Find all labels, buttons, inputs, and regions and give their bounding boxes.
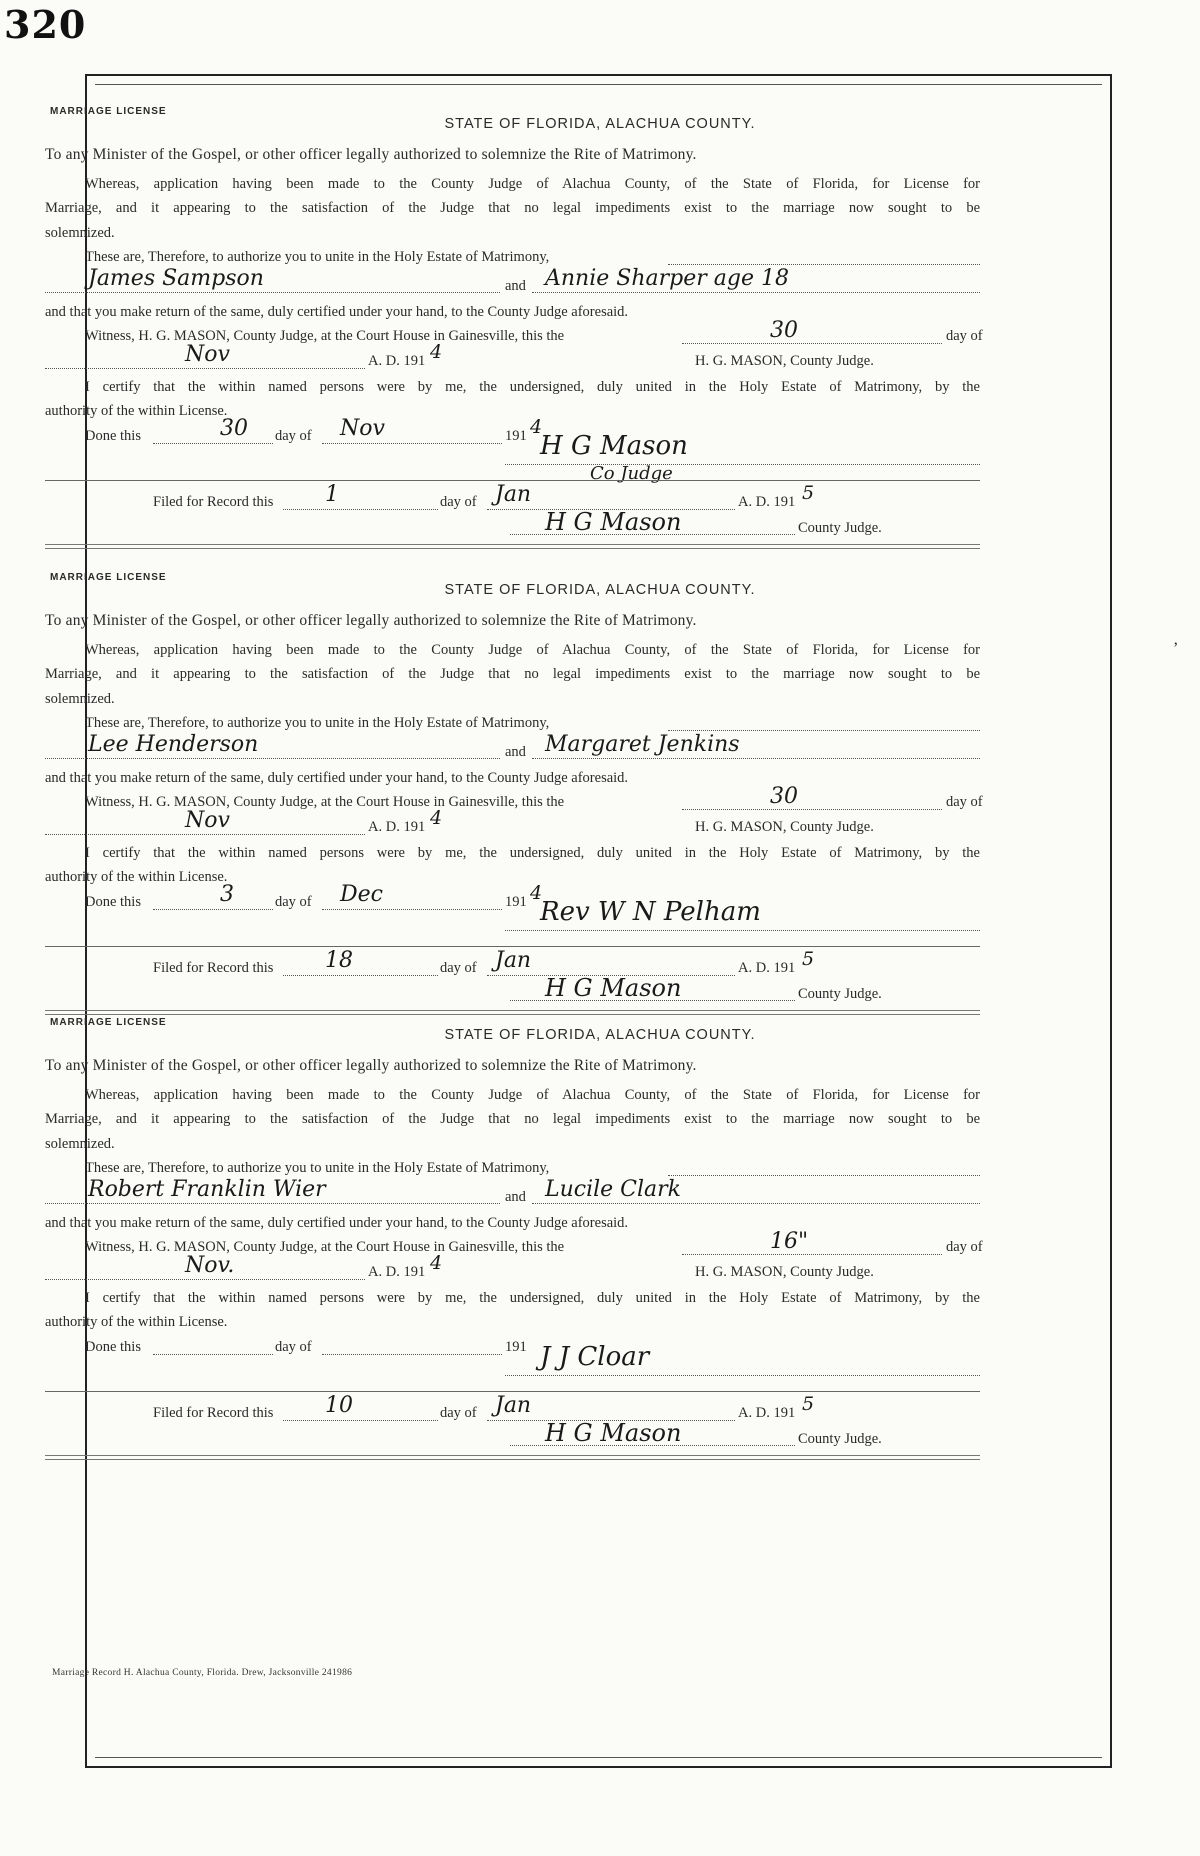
- license-separator: [45, 544, 980, 549]
- authorize-line: These are, Therefore, to authorize you to unite in the Holy Estate of Matrimony,: [85, 715, 550, 731]
- done-month: Nov: [340, 416, 385, 441]
- done-day-line: [153, 909, 273, 910]
- license-separator: [45, 1010, 980, 1015]
- page-number: 320: [4, 2, 87, 47]
- filed-ad-label: A. D. 191: [738, 960, 796, 976]
- done-this-label: Done this: [85, 428, 141, 444]
- filed-day-line: [283, 509, 438, 510]
- day-of-label: day of: [275, 894, 312, 910]
- done-year-prefix: 191: [505, 428, 527, 444]
- witness-month-line: [45, 834, 365, 835]
- witness-line: Witness, H. G. MASON, County Judge, at the Court House in Gainesville, this the: [85, 794, 565, 810]
- certify-line: I certify that the within named persons were by me, the undersigned, duly united in the Holy Estate of Matrimony, by the: [85, 379, 980, 395]
- day-of-label: day of: [440, 1405, 477, 1421]
- judge-signature-print: H. G. MASON, County Judge.: [695, 819, 874, 835]
- groom-name: Lee Henderson: [88, 732, 259, 757]
- return-clause: and that you make return of the same, duly certified under your hand, to the County Judge aforesaid.: [45, 770, 629, 786]
- whereas-line: Whereas, application having been made to the County Judge of Alachua County, of the State of Florida, for License for: [85, 1087, 980, 1103]
- license-label: MARRIAGE LICENSE: [50, 572, 167, 583]
- witness-day-line: [682, 809, 942, 810]
- bride-name: Annie Sharper age 18: [545, 266, 789, 291]
- done-year: 4: [530, 882, 543, 904]
- filed-year: 5: [802, 1393, 815, 1415]
- filed-day-line: [283, 1420, 438, 1421]
- authorize-line: These are, Therefore, to authorize you to unite in the Holy Estate of Matrimony,: [85, 249, 550, 265]
- done-month-line: [322, 1354, 502, 1355]
- county-judge-label: County Judge.: [798, 986, 882, 1002]
- state-heading: STATE OF FLORIDA, ALACHUA COUNTY.: [444, 116, 756, 132]
- license-label: MARRIAGE LICENSE: [50, 106, 167, 117]
- addressee-line: To any Minister of the Gospel, or other officer legally authorized to solemnize the Rite of Matrimony.: [45, 146, 697, 163]
- whereas-line: Marriage, and it appearing to the satisfaction of the Judge that no legal impediments exist to the marriage now sought to be: [45, 666, 980, 682]
- filed-label: Filed for Record this: [153, 1405, 274, 1421]
- officiant-line: [505, 1375, 980, 1376]
- witness-day: 16": [770, 1229, 809, 1254]
- return-clause: and that you make return of the same, duly certified under your hand, to the County Judge aforesaid.: [45, 1215, 629, 1231]
- bride-line: [532, 1203, 980, 1204]
- groom-line: [45, 1203, 500, 1204]
- done-year: 4: [530, 416, 543, 438]
- footer-imprint: Marriage Record H. Alachua County, Florida. Drew, Jacksonville 241986: [52, 1668, 353, 1678]
- witness-month: Nov: [185, 342, 230, 367]
- filed-label: Filed for Record this: [153, 494, 274, 510]
- done-this-label: Done this: [85, 894, 141, 910]
- section-rule: [45, 1391, 980, 1392]
- groom-line: [45, 758, 500, 759]
- ad-label: A. D. 191: [368, 819, 426, 835]
- filed-label: Filed for Record this: [153, 960, 274, 976]
- witness-day-line: [682, 343, 942, 344]
- day-of-label: day of: [946, 328, 983, 344]
- whereas-line: solemnized.: [45, 1136, 115, 1152]
- witness-month-line: [45, 368, 365, 369]
- witness-month: Nov: [185, 808, 230, 833]
- officiant-line: [505, 464, 980, 465]
- margin-mark: ʼ: [1173, 640, 1179, 657]
- filed-signature: H G Mason: [545, 974, 682, 1002]
- state-heading: STATE OF FLORIDA, ALACHUA COUNTY.: [444, 1027, 756, 1043]
- done-month-line: [322, 909, 502, 910]
- whereas-line: Whereas, application having been made to the County Judge of Alachua County, of the State of Florida, for License for: [85, 642, 980, 658]
- day-of-label: day of: [275, 428, 312, 444]
- certify-line: authority of the within License.: [45, 403, 228, 419]
- judge-signature-print: H. G. MASON, County Judge.: [695, 353, 874, 369]
- county-judge-label: County Judge.: [798, 1431, 882, 1447]
- witness-day: 30: [770, 318, 798, 343]
- witness-day: 30: [770, 784, 798, 809]
- ad-label: A. D. 191: [368, 1264, 426, 1280]
- judge-signature-print: H. G. MASON, County Judge.: [695, 1264, 874, 1280]
- done-year-prefix: 191: [505, 894, 527, 910]
- filed-month: Jan: [495, 1393, 532, 1418]
- and-label: and: [505, 278, 526, 294]
- dotted-fill: [668, 730, 980, 731]
- witness-line: Witness, H. G. MASON, County Judge, at the Court House in Gainesville, this the: [85, 1239, 565, 1255]
- officiant-signature: H G Mason: [540, 431, 688, 461]
- section-rule: [45, 480, 980, 481]
- officiant-signature: J J Cloar: [540, 1342, 650, 1372]
- license-separator: [45, 1455, 980, 1460]
- groom-name: James Sampson: [88, 266, 264, 291]
- state-heading: STATE OF FLORIDA, ALACHUA COUNTY.: [444, 582, 756, 598]
- officiant-line: [505, 930, 980, 931]
- license-label: MARRIAGE LICENSE: [50, 1017, 167, 1028]
- bride-name: Lucile Clark: [545, 1177, 682, 1202]
- day-of-label: day of: [440, 494, 477, 510]
- certify-line: I certify that the within named persons were by me, the undersigned, duly united in the Holy Estate of Matrimony, by the: [85, 845, 980, 861]
- day-of-label: day of: [946, 1239, 983, 1255]
- and-label: and: [505, 1189, 526, 1205]
- dotted-fill: [668, 1175, 980, 1176]
- addressee-line: To any Minister of the Gospel, or other officer legally authorized to solemnize the Rite of Matrimony.: [45, 612, 697, 629]
- bride-name: Margaret Jenkins: [545, 732, 740, 757]
- groom-name: Robert Franklin Wier: [88, 1177, 326, 1202]
- filed-year: 5: [802, 482, 815, 504]
- certify-line: authority of the within License.: [45, 869, 228, 885]
- filed-day: 10: [325, 1393, 353, 1418]
- filed-month: Jan: [495, 482, 532, 507]
- filed-day: 18: [325, 948, 353, 973]
- witness-month: Nov.: [185, 1253, 235, 1278]
- authorize-line: These are, Therefore, to authorize you to unite in the Holy Estate of Matrimony,: [85, 1160, 550, 1176]
- filed-ad-label: A. D. 191: [738, 494, 796, 510]
- addressee-line: To any Minister of the Gospel, or other officer legally authorized to solemnize the Rite of Matrimony.: [45, 1057, 697, 1074]
- witness-line: Witness, H. G. MASON, County Judge, at the Court House in Gainesville, this the: [85, 328, 565, 344]
- day-of-label: day of: [275, 1339, 312, 1355]
- filed-day-line: [283, 975, 438, 976]
- whereas-line: Whereas, application having been made to the County Judge of Alachua County, of the State of Florida, for License for: [85, 176, 980, 192]
- and-label: and: [505, 744, 526, 760]
- filed-month: Jan: [495, 948, 532, 973]
- done-day-line: [153, 443, 273, 444]
- done-month: Dec: [340, 882, 383, 907]
- witness-year: 4: [430, 341, 443, 363]
- filed-ad-label: A. D. 191: [738, 1405, 796, 1421]
- filed-day: 1: [325, 482, 339, 507]
- done-day: 30: [220, 416, 248, 441]
- certify-line: I certify that the within named persons were by me, the undersigned, duly united in the Holy Estate of Matrimony, by the: [85, 1290, 980, 1306]
- dotted-fill: [668, 264, 980, 265]
- witness-month-line: [45, 1279, 365, 1280]
- done-month-line: [322, 443, 502, 444]
- done-day: 3: [220, 882, 234, 907]
- done-day-line: [153, 1354, 273, 1355]
- done-year-prefix: 191: [505, 1339, 527, 1355]
- filed-year: 5: [802, 948, 815, 970]
- whereas-line: Marriage, and it appearing to the satisfaction of the Judge that no legal impediments exist to the marriage now sought to be: [45, 1111, 980, 1127]
- ad-label: A. D. 191: [368, 353, 426, 369]
- officiant-title: Co Judge: [590, 463, 673, 484]
- witness-day-line: [682, 1254, 942, 1255]
- day-of-label: day of: [946, 794, 983, 810]
- groom-line: [45, 292, 500, 293]
- whereas-line: Marriage, and it appearing to the satisfaction of the Judge that no legal impediments exist to the marriage now sought to be: [45, 200, 980, 216]
- officiant-signature: Rev W N Pelham: [540, 897, 761, 927]
- certify-line: authority of the within License.: [45, 1314, 228, 1330]
- whereas-line: solemnized.: [45, 225, 115, 241]
- bride-line: [532, 758, 980, 759]
- witness-year: 4: [430, 807, 443, 829]
- return-clause: and that you make return of the same, duly certified under your hand, to the County Judge aforesaid.: [45, 304, 629, 320]
- filed-signature: H G Mason: [545, 508, 682, 536]
- day-of-label: day of: [440, 960, 477, 976]
- whereas-line: solemnized.: [45, 691, 115, 707]
- bride-line: [532, 292, 980, 293]
- filed-signature: H G Mason: [545, 1419, 682, 1447]
- county-judge-label: County Judge.: [798, 520, 882, 536]
- section-rule: [45, 946, 980, 947]
- witness-year: 4: [430, 1252, 443, 1274]
- done-this-label: Done this: [85, 1339, 141, 1355]
